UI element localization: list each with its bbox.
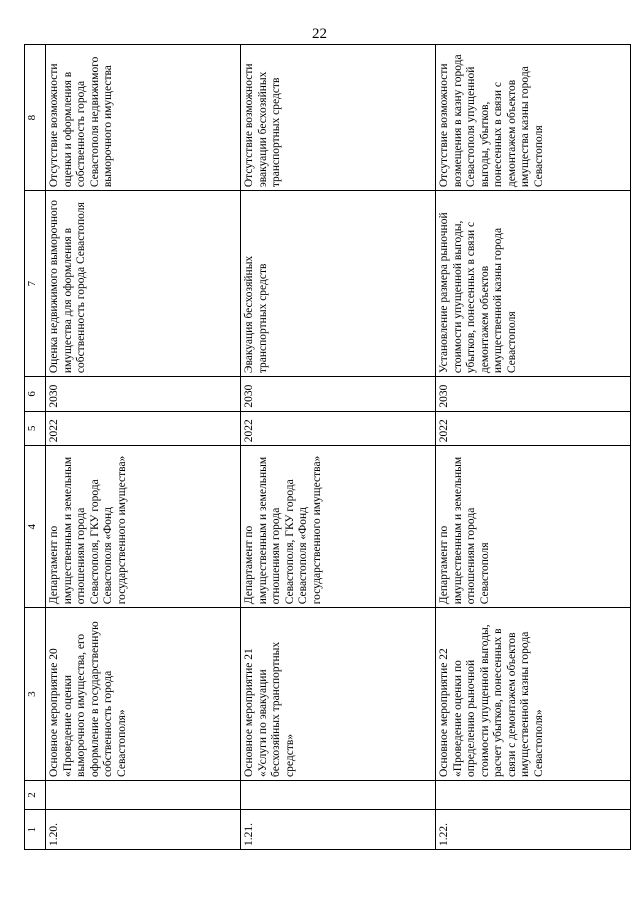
table-row [241, 45, 436, 850]
row-number: 1.22. [436, 810, 631, 850]
empty-cell [46, 780, 241, 809]
start-year-cell: 2022 [241, 411, 436, 446]
start-year-cell: 2022 [46, 411, 241, 446]
header-cell: 3 [25, 608, 46, 781]
row-number: 1.20. [46, 810, 241, 850]
empty-cell [241, 780, 436, 809]
header-cell: 2 [25, 780, 46, 809]
result-cell: Оценка недвижимого выморочного имущества для оформления в собственность города Севастополя [46, 191, 241, 377]
table-frame [24, 44, 614, 850]
result-cell: Эвакуация бесхозяйных транспортных средств [241, 191, 436, 377]
header-cell: 4 [25, 446, 46, 608]
event-cell: Основное мероприятие 20 «Проведение оценки выморочного имущества, его оформление в государственную собственность города Севастополя» [46, 608, 241, 781]
header-cell: 5 [25, 411, 46, 446]
table-row [436, 45, 631, 850]
executor-cell: Департамент по имущественным и земельным отношениям города Севастополя [436, 446, 631, 608]
page-number: 22 [312, 26, 327, 42]
executor-cell: Департамент по имущественным и земельным отношениям города Севастополя, ГКУ города Севастополя «Фонд государственного имущества» [46, 446, 241, 608]
consequence-cell: Отсутствие возможности оценки и оформления в собственность города Севастополя недвижимого выморочного имущества [46, 45, 241, 191]
header-cell: 8 [25, 45, 46, 191]
end-year-cell: 2030 [241, 377, 436, 412]
table-row [46, 45, 241, 850]
consequence-cell: Отсутствие возможности возмещения в казну города Севастополя упущенной выгоды, убытков, понесенных в связи с демонтажем объектов имущества казны города Севастополя [436, 45, 631, 191]
header-cell: 1 [25, 810, 46, 850]
header-cell: 7 [25, 191, 46, 377]
consequence-cell: Отсутствие возможности эвакуации бесхозяйных транспортных средств [241, 45, 436, 191]
measures-table [24, 44, 631, 850]
empty-cell [436, 780, 631, 809]
event-cell: Основное мероприятие 21 «Услуги по эвакуации бесхозяйных транспортных средств» [241, 608, 436, 781]
executor-cell: Департамент по имущественным и земельным отношениям города Севастополя, ГКУ города Севастополя «Фонд государственного имущества» [241, 446, 436, 608]
row-number: 1.21. [241, 810, 436, 850]
header-row [25, 45, 46, 850]
result-cell: Установление размера рыночной стоимости упущенной выгоды, убытков, понесенных в связи с демонтажем объектов имущественной казны города Севастополя [436, 191, 631, 377]
start-year-cell: 2022 [436, 411, 631, 446]
end-year-cell: 2030 [46, 377, 241, 412]
end-year-cell: 2030 [436, 377, 631, 412]
event-cell: Основное мероприятие 22 «Проведение оценки по определению рыночной стоимости упущенной выгоды, расчет убытков, понесенных в связи с демонтажем объектов имущественной казны города Севастополя» [436, 608, 631, 781]
header-cell: 6 [25, 377, 46, 412]
